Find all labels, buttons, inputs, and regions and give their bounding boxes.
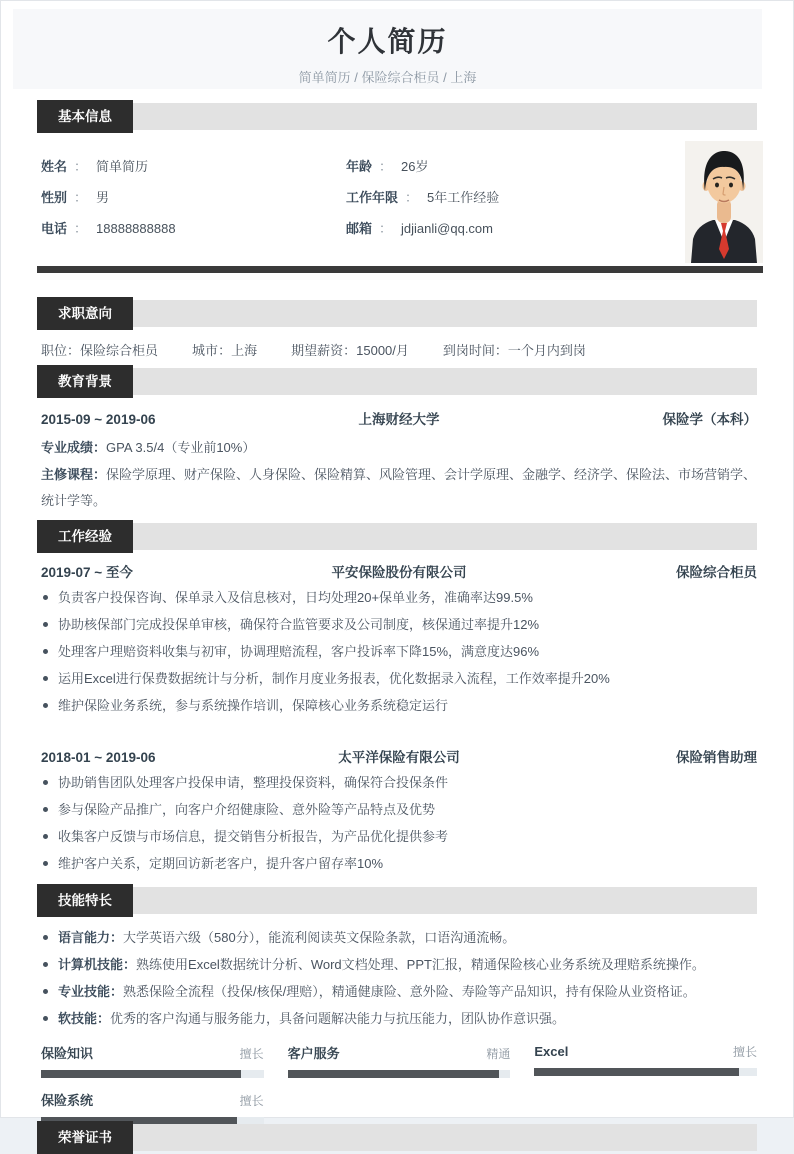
basic-info-fields (41, 159, 753, 236)
bullet-dot-icon (43, 595, 48, 600)
education-section (1, 398, 793, 514)
intent-colon: ： (218, 343, 232, 358)
bullet-text: 收集客户反馈与市场信息，提交销售分析报告，为产品优化提供参考 (58, 829, 449, 844)
section-head-job-intent (37, 297, 757, 330)
bullet-text: 参与保险产品推广，向客户介绍健康险、意外险等产品特点及优势 (58, 802, 436, 817)
bullet-item (41, 857, 757, 871)
bullet-text: 协助销售团队处理客户投保申请，整理投保资料，确保符合投保条件 (58, 775, 449, 790)
bullet-text: 协助核保部门完成投保单审核，确保符合监管要求及公司制度，核保通过率提升12% (58, 617, 540, 632)
skill-text: 大学英语六级（580分），能流利阅读英文保险条款，口语沟通流畅。 (123, 930, 516, 945)
bullet-item (41, 1012, 757, 1026)
job-title: 保险销售助理 (676, 750, 757, 765)
bullet-dot-icon (43, 989, 48, 994)
section-bar (133, 368, 757, 395)
skill-line (58, 958, 705, 972)
job-entry-1 (1, 553, 793, 713)
skill-bar-group-customer-service (288, 1043, 511, 1078)
bullet-item (41, 776, 757, 790)
courses-text: 保险学原理、财产保险、人身保险、保险精算、风险管理、会计学原理、金融学、经济学、保险法、市场营销学、统计学等。 (41, 467, 757, 508)
skill-text: 熟悉保险全流程（投保/核保/理赔），精通健康险、意外险、寿险等产品知识，持有保险从业资格证。 (123, 984, 696, 999)
courses-colon: ： (93, 467, 107, 482)
intent-item-salary (291, 343, 409, 358)
education-courses-row (41, 462, 757, 514)
bullet-item (41, 591, 757, 605)
bullet-item (41, 985, 757, 999)
field-colon: ： (74, 190, 88, 205)
job-title: 保险综合柜员 (676, 565, 757, 580)
bullet-dot-icon (43, 622, 48, 627)
section-bar (133, 523, 757, 550)
section-head-work-experience (37, 520, 757, 553)
section-tab (37, 297, 133, 330)
bullet-dot-icon (43, 861, 48, 866)
section-bar (133, 887, 757, 914)
skill-label: 语言能力 (58, 930, 111, 945)
intent-item-city (192, 343, 257, 358)
bullet-text: 维护保险业务系统，参与系统操作培训，保障核心业务系统稳定运行 (58, 698, 449, 713)
job-period: 2019-07 ~ 至今 (41, 565, 133, 580)
intent-item-position (41, 343, 158, 358)
section-bar (133, 1124, 757, 1151)
bullet-text: 负责客户投保咨询、保单录入及信息核对，日均处理20+保单业务，准确率达99.5% (58, 590, 533, 605)
skill-label: 计算机技能 (58, 957, 124, 972)
job-company: 太平洋保险有限公司 (338, 750, 460, 765)
skill-bars-grid (1, 1039, 793, 1125)
section-head-skills (37, 884, 757, 917)
bullet-item (41, 645, 757, 659)
section-head-honors (37, 1121, 757, 1154)
intent-value: 上海 (231, 343, 258, 358)
field-colon: ： (379, 159, 393, 174)
intent-item-availability (443, 343, 586, 358)
skill-level: 擅长 (239, 1094, 264, 1108)
skill-line (58, 985, 696, 999)
section-bar (133, 300, 757, 327)
section-tab (37, 884, 133, 917)
courses-label: 主修课程 (41, 467, 94, 482)
gpa-colon: ： (93, 440, 107, 455)
bullet-item (41, 830, 757, 844)
field-value: 简单简历 (96, 159, 149, 174)
bullet-item (41, 931, 757, 945)
section-tab (37, 100, 133, 133)
intent-label: 城市 (192, 343, 219, 358)
skill-label: 专业技能 (58, 984, 111, 999)
education-school: 上海财经大学 (358, 412, 440, 427)
basic-info-section (1, 133, 793, 236)
divider-bar (37, 266, 763, 273)
page-subtitle: 简单简历 / 保险综合柜员 / 上海 (298, 70, 477, 85)
bullet-dot-icon (43, 649, 48, 654)
field-colon: ： (379, 221, 393, 236)
skill-text: 优秀的客户沟通与服务能力，具备问题解决能力与抗压能力，团队协作意识强。 (110, 1011, 566, 1026)
section-tab-label: 基本信息 (58, 109, 112, 124)
bullet-dot-icon (43, 962, 48, 967)
field-label: 工作年限 (346, 190, 399, 205)
section-tab-label: 教育背景 (58, 374, 112, 389)
skill-bar-head (41, 1090, 264, 1109)
intent-colon: ： (494, 343, 508, 358)
section-tab-label: 求职意向 (58, 306, 112, 321)
bullet-text: 处理客户理赔资料收集与初审，协调理赔流程，客户投诉率下降15%，满意度达96% (58, 644, 540, 659)
field-value: jdjianli@qq.com (401, 221, 493, 236)
skill-level: 擅长 (239, 1047, 264, 1061)
skill-line (58, 1012, 565, 1026)
bullet-dot-icon (43, 935, 48, 940)
skill-name: 保险系统 (41, 1093, 94, 1108)
field-colon: ： (405, 190, 419, 205)
skill-name: Excel (534, 1044, 569, 1059)
bullet-dot-icon (43, 834, 48, 839)
bullet-dot-icon (43, 780, 48, 785)
section-tab-label: 工作经验 (58, 529, 112, 544)
skill-bar-head (534, 1043, 757, 1060)
field-label: 姓名 (41, 159, 68, 174)
bullet-dot-icon (43, 1016, 48, 1021)
skill-fill (41, 1070, 241, 1078)
skill-colon: ： (110, 984, 124, 999)
page-title: 个人简历 (327, 26, 448, 57)
intent-value: 15000/月 (356, 343, 409, 358)
field-label: 邮箱 (346, 221, 373, 236)
section-tab (37, 365, 133, 398)
skills-bullet-list (41, 931, 757, 1026)
skill-colon: ： (123, 957, 137, 972)
skill-line (58, 931, 515, 945)
intent-value: 保险综合柜员 (80, 343, 159, 358)
skill-track (288, 1070, 511, 1078)
id-photo (685, 141, 763, 263)
skill-bar-group-insurance-knowledge (41, 1043, 264, 1078)
job-header-row (41, 750, 757, 765)
education-degree: 保险学（本科） (662, 412, 757, 427)
job-company: 平安保险股份有限公司 (331, 565, 467, 580)
bullet-dot-icon (43, 807, 48, 812)
field-value: 26岁 (401, 159, 429, 174)
skill-bar-group-insurance-system (41, 1090, 264, 1125)
field-row-phone (41, 221, 346, 236)
intent-colon: ： (343, 343, 357, 358)
skill-level: 擅长 (732, 1045, 757, 1059)
section-tab (37, 1121, 133, 1154)
bullet-item (41, 618, 757, 632)
section-tab (37, 520, 133, 553)
person-avatar-illustration (685, 141, 763, 263)
job-period: 2018-01 ~ 2019-06 (41, 750, 156, 765)
gpa-label: 专业成绩 (41, 440, 94, 455)
bullet-item (41, 958, 757, 972)
job-entry-2 (1, 726, 793, 871)
skill-colon: ： (97, 1011, 111, 1026)
skill-fill (288, 1070, 500, 1078)
skill-level: 精通 (486, 1047, 511, 1061)
intent-label: 到岗时间 (442, 343, 495, 358)
bullet-text: 维护客户关系，定期回访新老客户，提升客户留存率10% (58, 856, 384, 871)
section-bar (133, 103, 757, 130)
field-label: 电话 (41, 221, 68, 236)
field-value: 男 (96, 190, 110, 205)
education-header-row (41, 412, 757, 427)
intent-value: 一个月内到岗 (507, 343, 586, 358)
field-value: 18888888888 (96, 221, 176, 236)
section-head-education (37, 365, 757, 398)
field-label: 年龄 (346, 159, 373, 174)
skill-name: 客户服务 (287, 1046, 340, 1061)
skill-name: 保险知识 (41, 1046, 94, 1061)
gpa-value: GPA 3.5/4（专业前10%） (106, 440, 256, 455)
bullet-dot-icon (43, 676, 48, 681)
field-row-name (41, 159, 346, 174)
education-gpa-row (41, 440, 757, 455)
bullet-item (41, 699, 757, 713)
skill-track (534, 1068, 757, 1076)
bullet-item (41, 672, 757, 686)
section-head-basic-info (37, 100, 757, 133)
field-label: 性别 (41, 190, 68, 205)
job-bullet-list (41, 776, 757, 871)
skill-bar-head (288, 1043, 511, 1062)
section-tab-label: 荣誉证书 (58, 1130, 112, 1145)
job-intent-row (1, 330, 793, 358)
field-colon: ： (74, 221, 88, 236)
skill-colon: ： (110, 930, 124, 945)
section-tab-label: 技能特长 (58, 893, 112, 908)
bullet-text: 运用Excel进行保费数据统计与分析，制作月度业务报表，优化数据录入流程，工作效率提升20% (58, 671, 610, 686)
skill-fill (534, 1068, 739, 1076)
job-bullet-list (41, 591, 757, 713)
intent-label: 期望薪资 (291, 343, 344, 358)
field-row-gender (41, 190, 346, 205)
skill-track (41, 1070, 264, 1078)
intent-colon: ： (67, 343, 81, 358)
field-colon: ： (74, 159, 88, 174)
skill-bar-group-excel (534, 1043, 757, 1078)
education-period: 2015-09 ~ 2019-06 (41, 412, 156, 427)
bullet-item (41, 803, 757, 817)
field-value: 5年工作经验 (427, 190, 500, 205)
skill-label: 软技能 (58, 1011, 98, 1026)
bullet-dot-icon (43, 703, 48, 708)
skill-bar-head (41, 1043, 264, 1062)
job-header-row (41, 565, 757, 580)
skills-section (1, 917, 793, 1026)
skill-text: 熟练使用Excel数据统计分析、Word文档处理、PPT汇报，精通保险核心业务系统及理赔系统操作。 (136, 957, 705, 972)
intent-label: 职位 (41, 343, 68, 358)
resume-header (13, 9, 762, 89)
